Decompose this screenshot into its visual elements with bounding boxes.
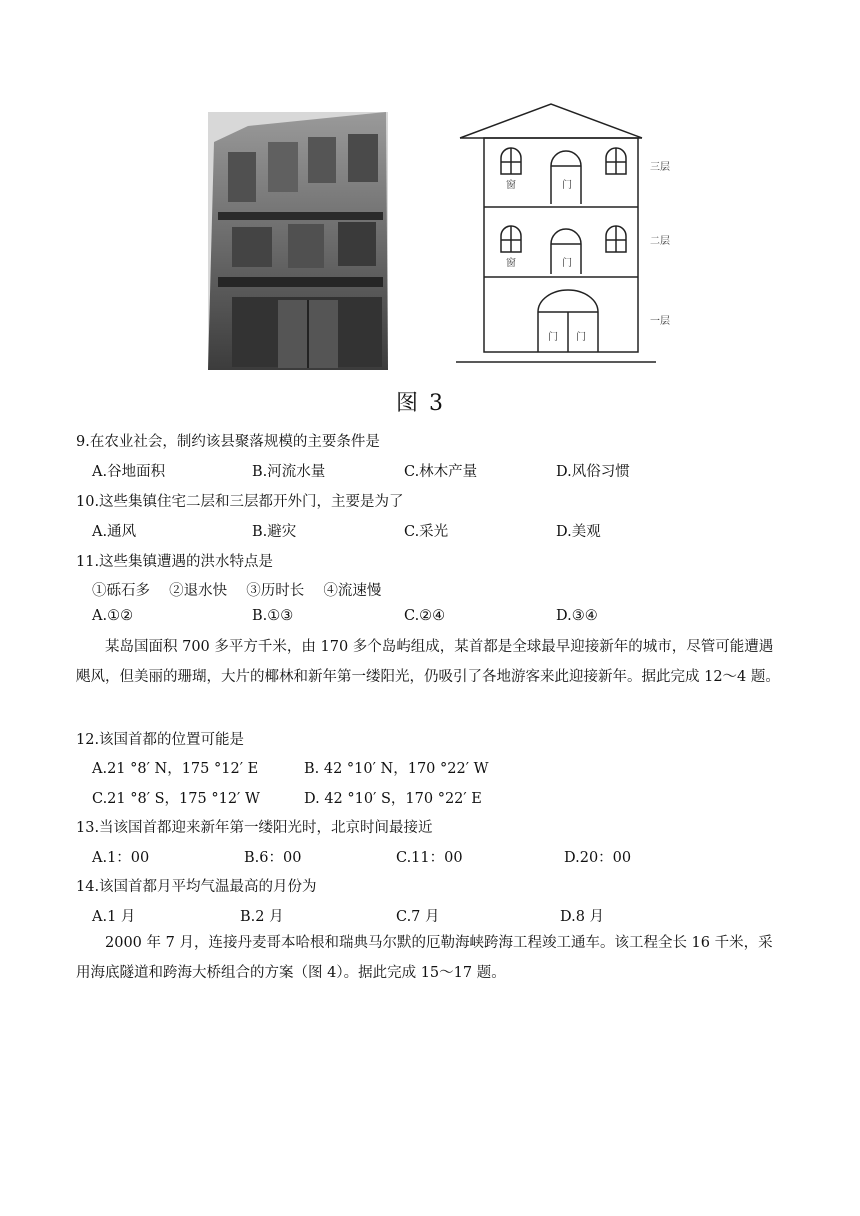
option-d: D.风俗习惯 xyxy=(556,464,630,480)
option-b: B.6：00 xyxy=(244,850,302,866)
sub-statements: ①砾石多 ②退水快 ③历时长 ④流速慢 xyxy=(92,583,382,599)
option-c: C.11：00 xyxy=(396,850,463,866)
question-stem: 10.这些集镇住宅二层和三层都开外门，主要是为了 xyxy=(76,494,404,510)
option-b: B.2 月 xyxy=(240,909,284,925)
window-label: 窗 xyxy=(506,258,516,269)
option-a: A.21 °8′ N，175 °12′ E xyxy=(92,761,259,777)
option-a: A.①② xyxy=(92,608,134,624)
door-label: 门 xyxy=(548,332,558,343)
passage-paragraph: 2000 年 7 月，连接丹麦哥本哈根和瑞典马尔默的厄勒海峡跨海工程竣工通车。该工程全长 16 千米，采用海底隧道和跨海大桥组合的方案（图 4）。据此完成 15～17 题。 xyxy=(76,935,773,981)
option-b: B.河流水量 xyxy=(252,464,326,480)
figure-caption: 图 3 xyxy=(396,391,445,416)
question-stem: 9.在农业社会，制约该县聚落规模的主要条件是 xyxy=(76,434,380,450)
question-stem: 14.该国首都月平均气温最高的月份为 xyxy=(76,879,317,895)
option-c: C.林木产量 xyxy=(404,464,478,480)
option-d: D.美观 xyxy=(556,524,601,540)
option-b: B. 42 °10′ N，170 °22′ W xyxy=(304,761,489,777)
building-photo xyxy=(208,112,388,370)
building-diagram xyxy=(456,102,686,370)
option-b: B.①③ xyxy=(252,608,294,624)
door-label: 门 xyxy=(576,332,586,343)
door-label: 门 xyxy=(562,258,572,269)
window-label: 窗 xyxy=(506,180,516,191)
option-a: A.谷地面积 xyxy=(92,464,166,480)
option-a: A.1：00 xyxy=(92,850,150,866)
door-label: 门 xyxy=(562,180,572,191)
question-stem: 13.当该国首都迎来新年第一缕阳光时，北京时间最接近 xyxy=(76,820,433,836)
option-b: B.避灾 xyxy=(252,524,297,540)
option-c: C.②④ xyxy=(404,608,446,624)
option-d: D.20：00 xyxy=(564,850,632,866)
floor-label-3: 三层 xyxy=(650,162,670,173)
floor-label-1: 一层 xyxy=(650,316,670,327)
option-a: A.1 月 xyxy=(92,909,136,925)
passage-paragraph: 某岛国面积 700 多平方千米，由 170 多个岛屿组成，某首都是全球最早迎接新年的城市，尽管可能遭遇飓风，但美丽的珊瑚，大片的椰林和新年第一缕阳光，仍吸引了各地游客来此迎接新年。据此完成 12～4 题。 xyxy=(76,639,780,685)
option-d: D. 42 °10′ S，170 °22′ E xyxy=(304,791,482,807)
floor-label-2: 二层 xyxy=(650,236,670,247)
option-a: A.通风 xyxy=(92,524,137,540)
option-c: C.21 °8′ S，175 °12′ W xyxy=(92,791,260,807)
question-stem: 11.这些集镇遭遇的洪水特点是 xyxy=(76,554,274,570)
option-d: D.③④ xyxy=(556,608,598,624)
option-d: D.8 月 xyxy=(560,909,605,925)
question-stem: 12.该国首都的位置可能是 xyxy=(76,732,245,748)
option-c: C.采光 xyxy=(404,524,449,540)
option-c: C.7 月 xyxy=(396,909,440,925)
